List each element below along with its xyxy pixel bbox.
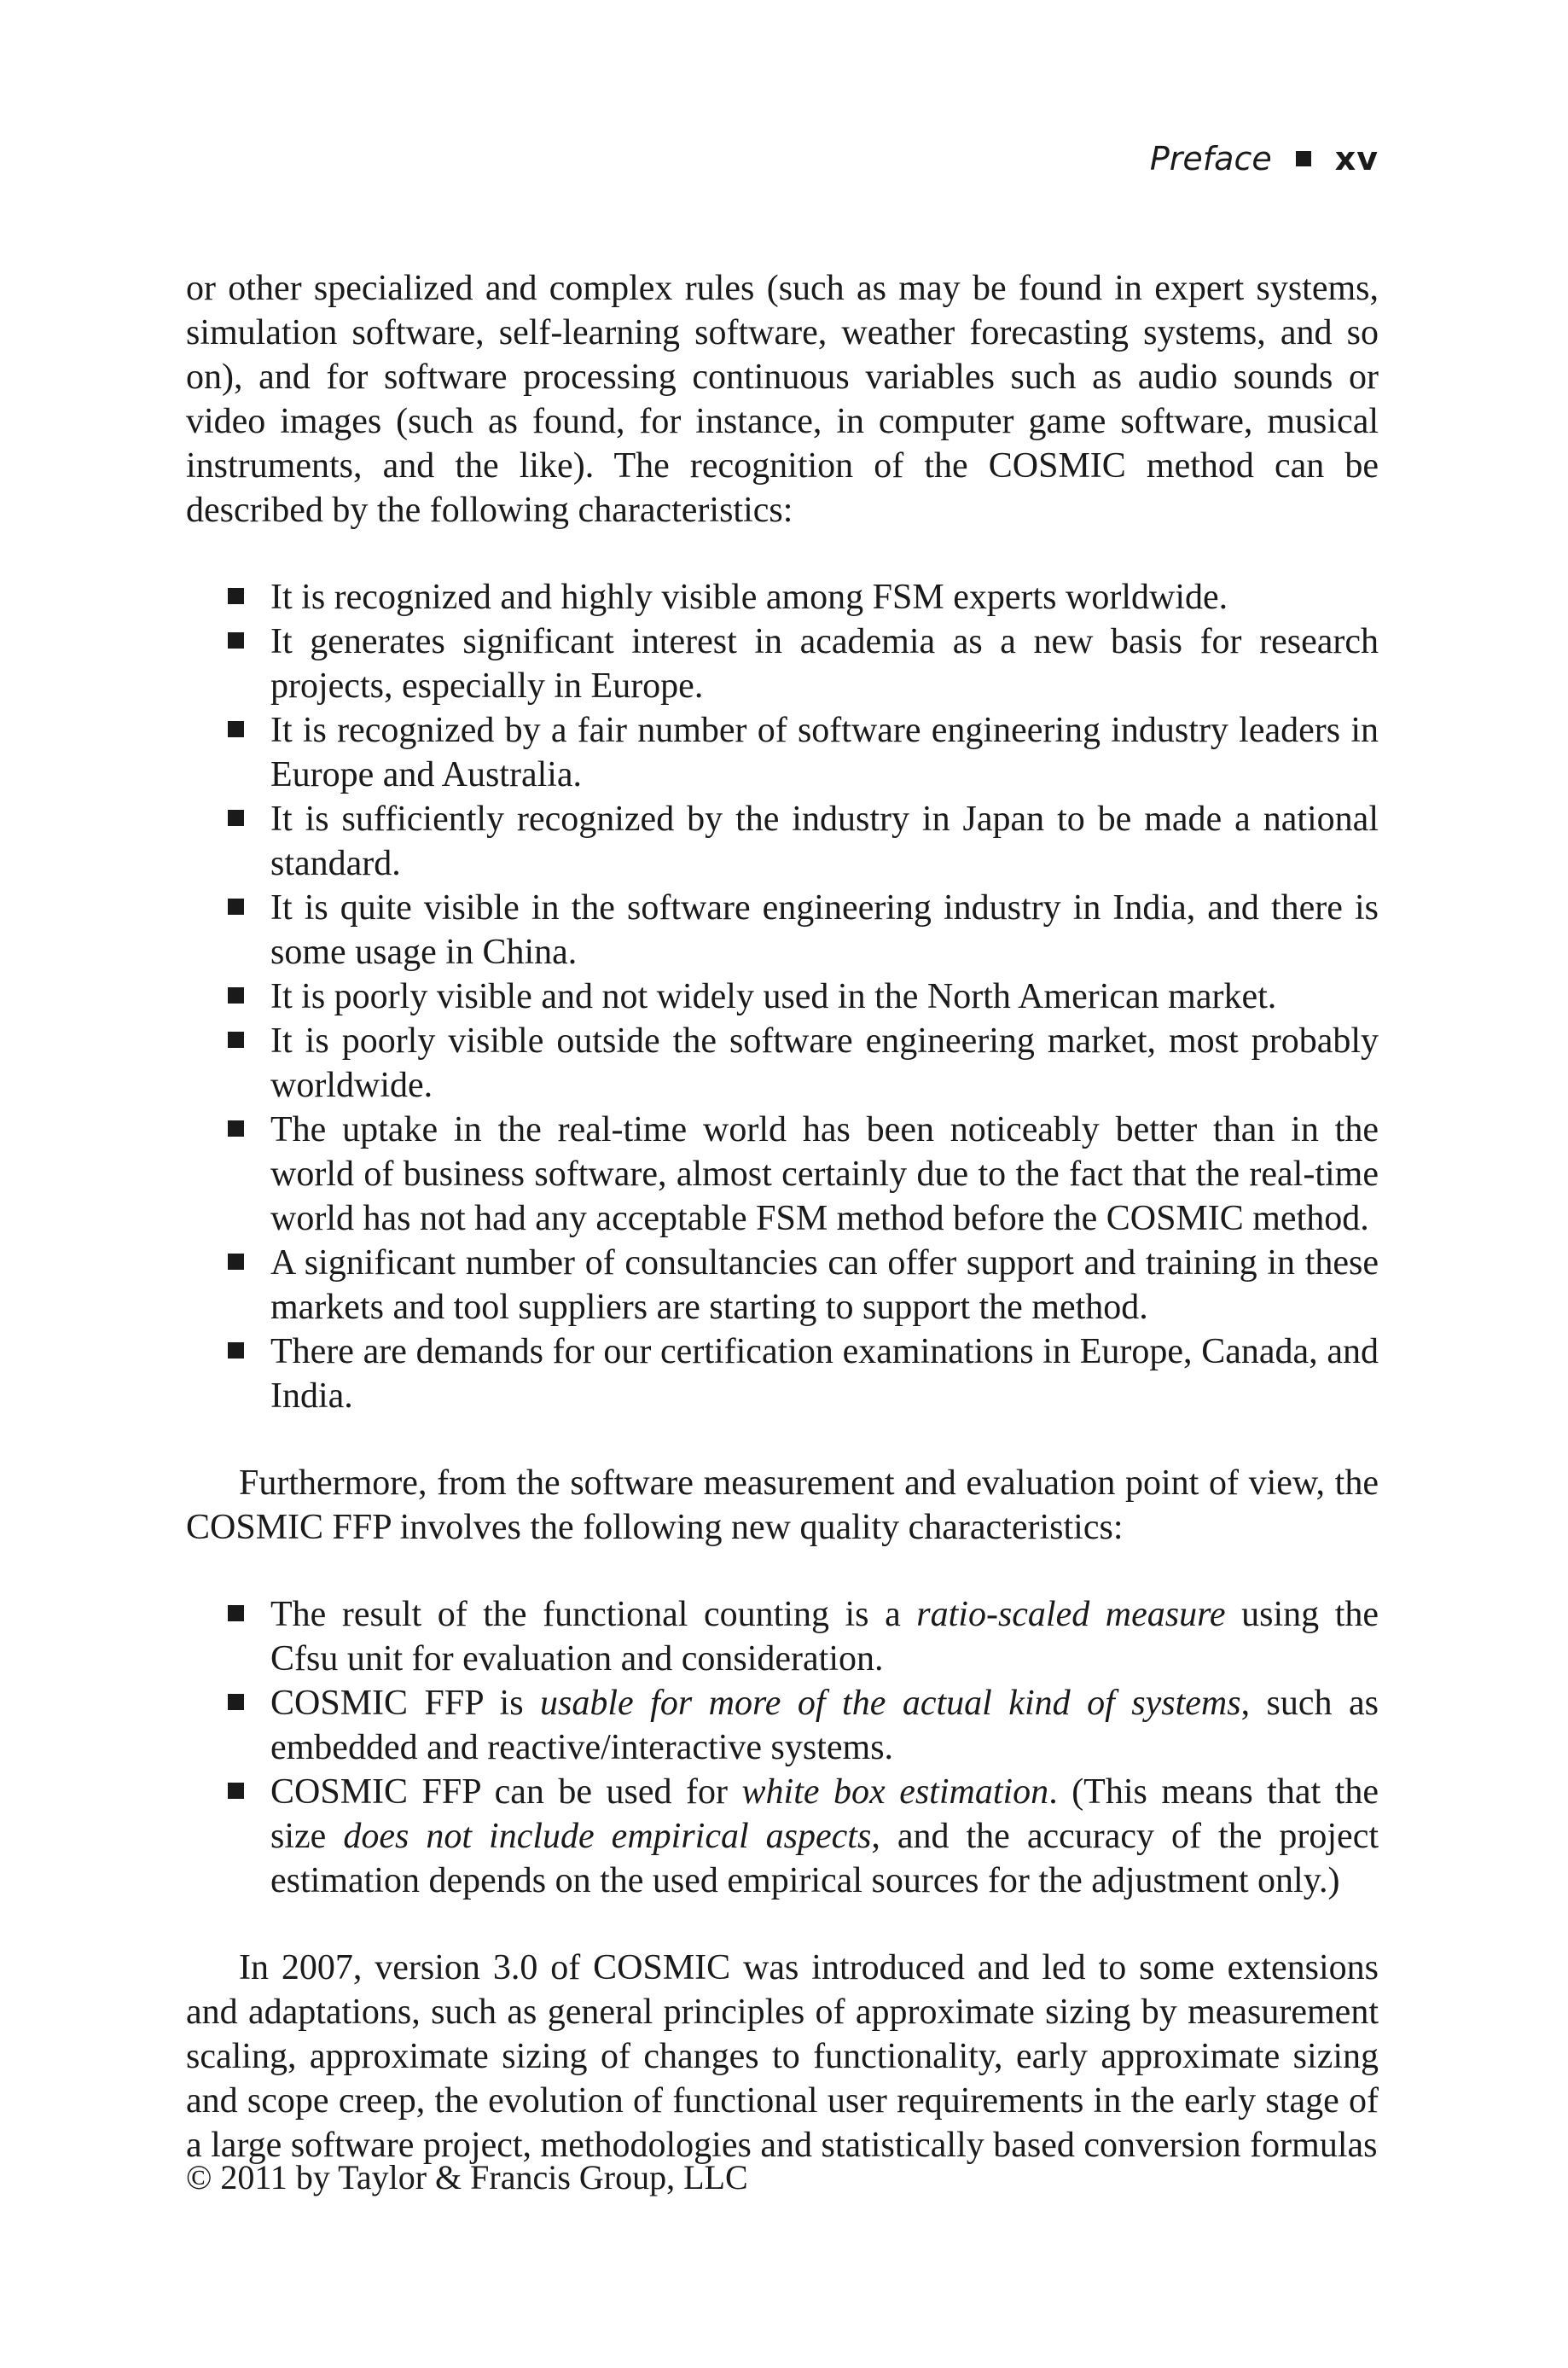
quality-bullet-list (186, 1592, 1379, 1903)
list-item: It is poorly visible outside the software engineering market, most probably worldwide. (270, 1019, 1379, 1108)
list-item: It is recognized and highly visible among FSM experts worldwide. (270, 575, 1379, 620)
bullet-square-icon (228, 721, 244, 737)
bullet-square-icon (228, 1694, 244, 1710)
bullet-square-icon (228, 810, 244, 826)
running-head-section: Preface (1149, 140, 1272, 177)
bullet-square-icon (228, 1032, 244, 1048)
list-item: It is poorly visible and not widely used in the North American market. (270, 975, 1379, 1019)
list-item: There are demands for our certification examinations in Europe, Canada, and India. (270, 1329, 1379, 1418)
list-item: It is quite visible in the software engineering industry in India, and there is some usage in China. (270, 886, 1379, 975)
page-number: xv (1334, 140, 1379, 177)
intro-paragraph: or other specialized and complex rules (such as may be found in expert systems, simulation software, self-learning software, weather forecasting systems, and so on), and for software processing continuous variables such as audio sounds or video images (such as found, for instance, in computer game software, musical instruments, and the like). The recognition of the COSMIC method can be described by the following characteristics: (186, 269, 1379, 530)
separator-square-icon (1296, 151, 1311, 166)
bullet-square-icon (228, 632, 244, 649)
quality-paragraph: Furthermore, from the software measurement and evaluation point of view, the COSMIC FFP involves the following new quality characteristics: (186, 1463, 1379, 1547)
version-paragraph: In 2007, version 3.0 of COSMIC was introduced and led to some extensions and adaptations, such as general principles of approximate sizing by measurement scaling, approximate sizing of changes to functionality, early approximate sizing and scope creep, the evolution of functional user requirements in the early stage of a large software project, methodologies and statistically based conversion formulas (186, 1948, 1379, 2165)
list-item: A significant number of consultancies can offer support and training in these markets and tool suppliers are starting to support the method. (270, 1241, 1379, 1329)
bullet-square-icon (228, 588, 244, 604)
list-item: The uptake in the real-time world has been noticeably better than in the world of business software, almost certainly due to the fact that the real-time world has not had any acceptable FSM method before the COSMIC method. (270, 1108, 1379, 1241)
list-item: COSMIC FFP is usable for more of the actual kind of systems, such as embedded and reactive/interactive systems. (270, 1681, 1379, 1770)
list-item: The result of the functional counting is a ratio-scaled measure using the Cfsu unit for evaluation and consideration. (270, 1592, 1379, 1681)
bullet-square-icon (228, 1120, 244, 1137)
bullet-square-icon (228, 1342, 244, 1359)
page-body (186, 266, 1379, 2167)
list-item: It is sufficiently recognized by the industry in Japan to be made a national standard. (270, 797, 1379, 886)
bullet-square-icon (228, 899, 244, 915)
list-item: COSMIC FFP can be used for white box estimation. (This means that the size does not include empirical aspects, and the accuracy of the project estimation depends on the used empirical sources for the adjustment only.) (270, 1770, 1379, 1903)
recognition-bullet-list (186, 575, 1379, 1418)
bullet-square-icon (228, 1254, 244, 1270)
bullet-square-icon (228, 987, 244, 1004)
bullet-square-icon (228, 1605, 244, 1621)
running-head (1150, 137, 1379, 181)
list-item: It is recognized by a fair number of software engineering industry leaders in Europe and Australia. (270, 708, 1379, 797)
bullet-square-icon (228, 1783, 244, 1799)
copyright-footer: © 2011 by Taylor & Francis Group, LLC (186, 2158, 748, 2196)
list-item: It generates significant interest in academia as a new basis for research projects, especially in Europe. (270, 620, 1379, 708)
